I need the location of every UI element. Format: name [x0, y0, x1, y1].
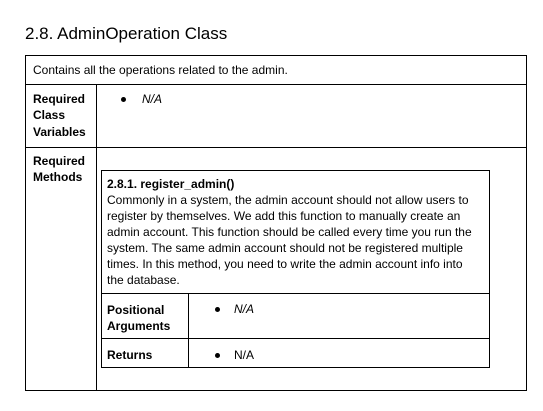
method-table-divider: [188, 293, 189, 368]
class-variables-label: Class: [33, 108, 66, 122]
method-table-border: [489, 170, 490, 368]
bullet-icon: [215, 353, 220, 358]
returns-value: N/A: [234, 348, 255, 362]
class-description: Contains all the operations related to the admin.: [33, 63, 288, 77]
bullet-icon: [121, 97, 126, 102]
method-table-border: [101, 367, 490, 368]
methods-label: Required: [33, 154, 86, 168]
class-variables-value: N/A: [142, 92, 163, 106]
method-table-border: [101, 338, 490, 339]
method-description-line: times. In this method, you need to write the admin account info into: [107, 257, 463, 271]
table-divider: [25, 147, 527, 148]
method-description-line: admin account. This function should be called every time you run the: [107, 225, 472, 239]
method-table-border: [101, 170, 102, 368]
section-title: 2.8. AdminOperation Class: [25, 24, 228, 43]
method-description-line: register by themselves. We add this function to manually create an: [107, 209, 461, 223]
method-heading: 2.8.1. register_admin(): [107, 177, 235, 191]
methods-label: Methods: [33, 170, 83, 184]
column-divider: [96, 84, 97, 391]
method-description-line: system. The same admin account should not be registered multiple: [107, 241, 463, 255]
method-table-border: [101, 293, 490, 294]
returns-label: Returns: [107, 348, 153, 362]
method-table-border: [101, 170, 490, 171]
class-variables-label: Required: [33, 92, 86, 106]
method-description-line: the database.: [107, 273, 180, 287]
method-description-line: Commonly in a system, the admin account should not allow users to: [107, 193, 469, 207]
positional-arguments-value: N/A: [234, 302, 255, 316]
class-variables-label: Variables: [33, 125, 86, 139]
positional-arguments-label: Arguments: [107, 319, 171, 333]
positional-arguments-label: Positional: [107, 303, 165, 317]
bullet-icon: [215, 307, 220, 312]
table-divider: [25, 84, 527, 85]
